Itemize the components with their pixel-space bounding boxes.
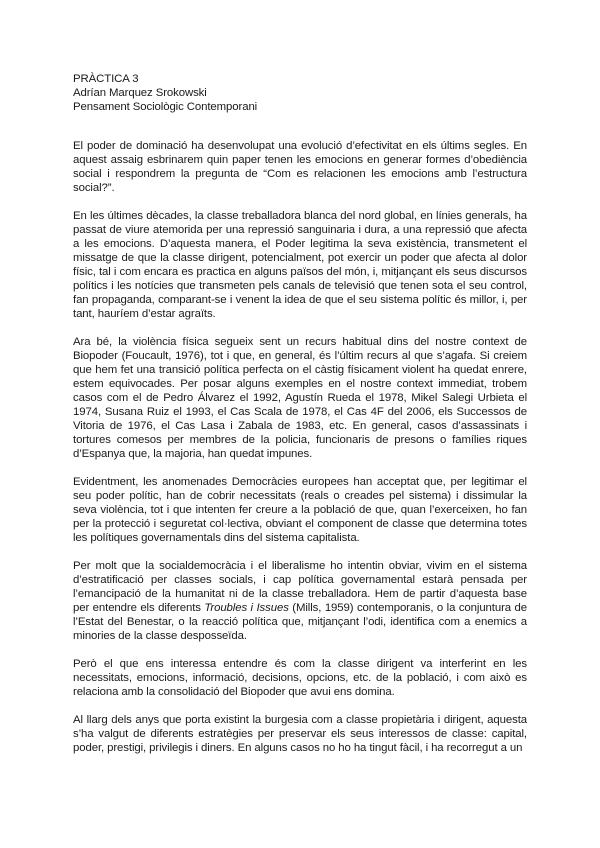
paragraph-5-text-after: (Mills, 1959) contemporanis, o la conjuntura de l’Estat del Benestar, o la reacció política que, mitjançant l’odi, identifica com a enemics a minories de la classe desposseïda. [73, 602, 527, 642]
author-name: Adrían Marquez Srokowski [73, 87, 207, 99]
practice-title: PRÀCTICA 3 [73, 73, 139, 85]
course-name: Pensament Sociològic Contemporani [73, 101, 258, 113]
paragraph-5 [73, 559, 527, 643]
paragraph-5-italic-term: Troubles i Issues [204, 602, 289, 614]
paragraph-1: El poder de dominació ha desenvolupat una evolució d’efectivitat en els últims segles. En aquest assaig esbrinarem quin paper tenen les emocions en generar formes d’obediència social i respondrem la pregunta de “Com es relacionen les emocions amb l’estructura social?”. [73, 140, 527, 194]
paragraph-6: Però el que ens interessa entendre és com la classe dirigent va interferint en les necessitats, emocions, informació, decisions, opcions, etc. de la població, i com això es relaciona amb la consolidació del Biopoder que avui ens domina. [73, 658, 527, 698]
document-page [73, 72, 527, 755]
paragraph-5-text-before: Per molt que la socialdemocràcia i el liberalisme ho intentin obviar, vivim en el sistema d’estratificació per classes socials, i cap política governamental estarà pensada per l’emancipació de la humanitat ni de la classe treballadora. Hem de partir d’aquesta base per entendre els diferents [73, 560, 527, 614]
paragraph-2: En les últimes dècades, la classe treballadora blanca del nord global, en línies generals, ha passat de viure atemorida per una repressió sanguinaria i dura, a una repressió que afecta a les emocions. D’aquesta manera, el Poder legitima la seva existència, transmetent el missatge de que la classe dirigent, potencialment, pot exercir un poder que afecta al dolor físic, tal i com encara es practica en alguns països del món, i, mitjançant els seus discursos polítics i les notícies que transmeten pels canals de televisió que tenen sota el seu control, fan propaganda, comparant-se i venent la idea de que el seu sistema polític és millor, i, per tant, hauríem d’estar agraïts. [73, 210, 527, 320]
paragraph-7: Al llarg dels anys que porta existint la burgesia com a classe propietària i dirigent, aquesta s’ha valgut de diferents estratègies per preservar els seus interessos de classe: capital, poder, prestigi, privilegis i diners. En alguns casos no ho ha tingut fàcil, i ha recorregut a un [73, 714, 527, 754]
document-header [73, 72, 527, 114]
paragraph-4: Evidentment, les anomenades Democràcies europees han acceptat que, per legitimar el seu poder polític, han de cobrir necessitats (reals o creades pel sistema) i dissimular la seva violència, tot i que intenten fer creure a la població de que, quan l’exerceixen, ho fan per la protecció i seguretat col·lectiva, obviant el component de classe que determina totes les polítiques governamentals dins del sistema capitalista. [73, 476, 527, 544]
paragraph-3: Ara bé, la violència física segueix sent un recurs habitual dins del nostre context de Biopoder (Foucault, 1976), tot i que, en general, és l’últim recurs al que s’agafa. Si creiem que hem fet una transició política perfecta on el càstig físicament violent ha quedat enrere, estem equivocades. Per posar alguns exemples en el nostre context immediat, trobem casos com el de Pedro Álvarez el 1992, Agustín Rueda el 1978, Mikel Salegi Urbieta el 1974, Susana Ruiz el 1993, el Cas Scala de 1978, el Cas 4F del 2006, els Successos de Vitoria de 1976, el Cas Lasa i Zabala de 1983, etc. En general, casos d’assassinats i tortures comesos per membres de la policia, funcionaris de presons o famílies riques d’Espanya que, la majoria, han quedat impunes. [73, 336, 527, 460]
